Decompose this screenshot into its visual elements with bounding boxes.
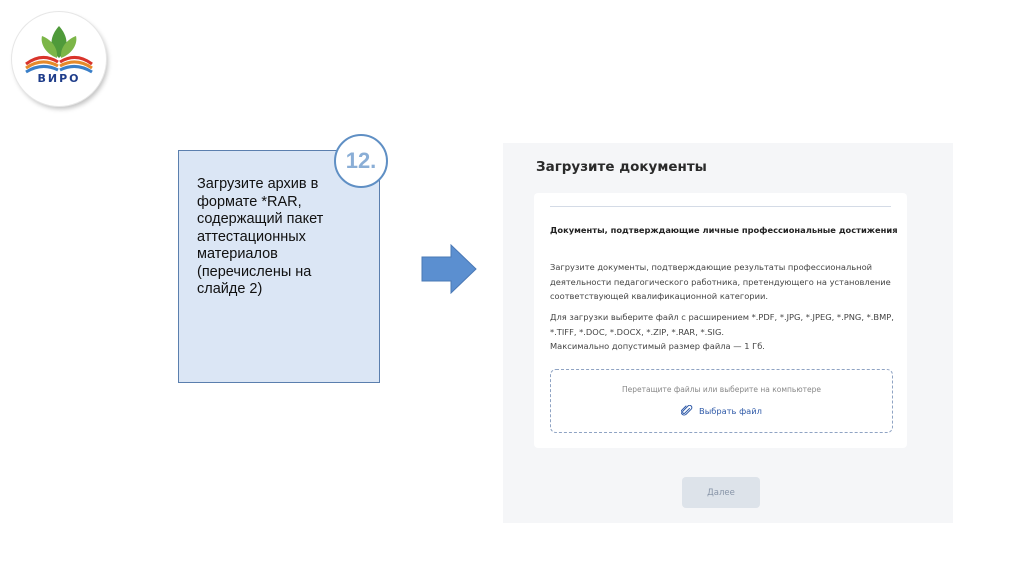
choose-file-label: Выбрать файл bbox=[699, 406, 762, 416]
panel-title: Загрузите документы bbox=[536, 159, 707, 175]
next-button[interactable]: Далее bbox=[682, 477, 760, 508]
allowed-extensions-text: Для загрузки выберите файл с расширением *.PDF, *.JPG, *.JPEG, *.PNG, *.BMP, *.TIFF, *.DOC, *.DOCX, *.ZIP, *.RAR, *.SIG. bbox=[550, 312, 894, 337]
instruction-text: Загрузите архив в формате *RAR, содержащий пакет аттестационных материалов (перечислены на слайде 2) bbox=[197, 176, 324, 297]
card-file-requirements bbox=[550, 310, 895, 354]
file-dropzone[interactable] bbox=[550, 369, 893, 433]
choose-file-link[interactable] bbox=[551, 405, 892, 417]
documents-card bbox=[534, 193, 907, 448]
max-size-text: Максимально допустимый размер файла — 1 Гб. bbox=[550, 341, 765, 351]
viro-logo bbox=[12, 12, 106, 106]
upload-documents-panel bbox=[503, 143, 953, 523]
paperclip-icon bbox=[681, 405, 693, 417]
step-number-badge: 12. bbox=[334, 134, 388, 188]
card-description: Загрузите документы, подтверждающие результаты профессиональной деятельности педагогического работника, претендующего на установление соответствующей квалификационной категории. bbox=[550, 262, 891, 301]
logo-text: ВИРО bbox=[37, 72, 81, 85]
dropzone-hint: Перетащите файлы или выберите на компьютере bbox=[621, 385, 822, 394]
viro-leaves-book-icon bbox=[12, 12, 106, 106]
card-divider bbox=[550, 206, 891, 207]
card-heading: Документы, подтверждающие личные профессиональные достижения bbox=[550, 225, 898, 235]
right-arrow-icon bbox=[421, 244, 477, 294]
